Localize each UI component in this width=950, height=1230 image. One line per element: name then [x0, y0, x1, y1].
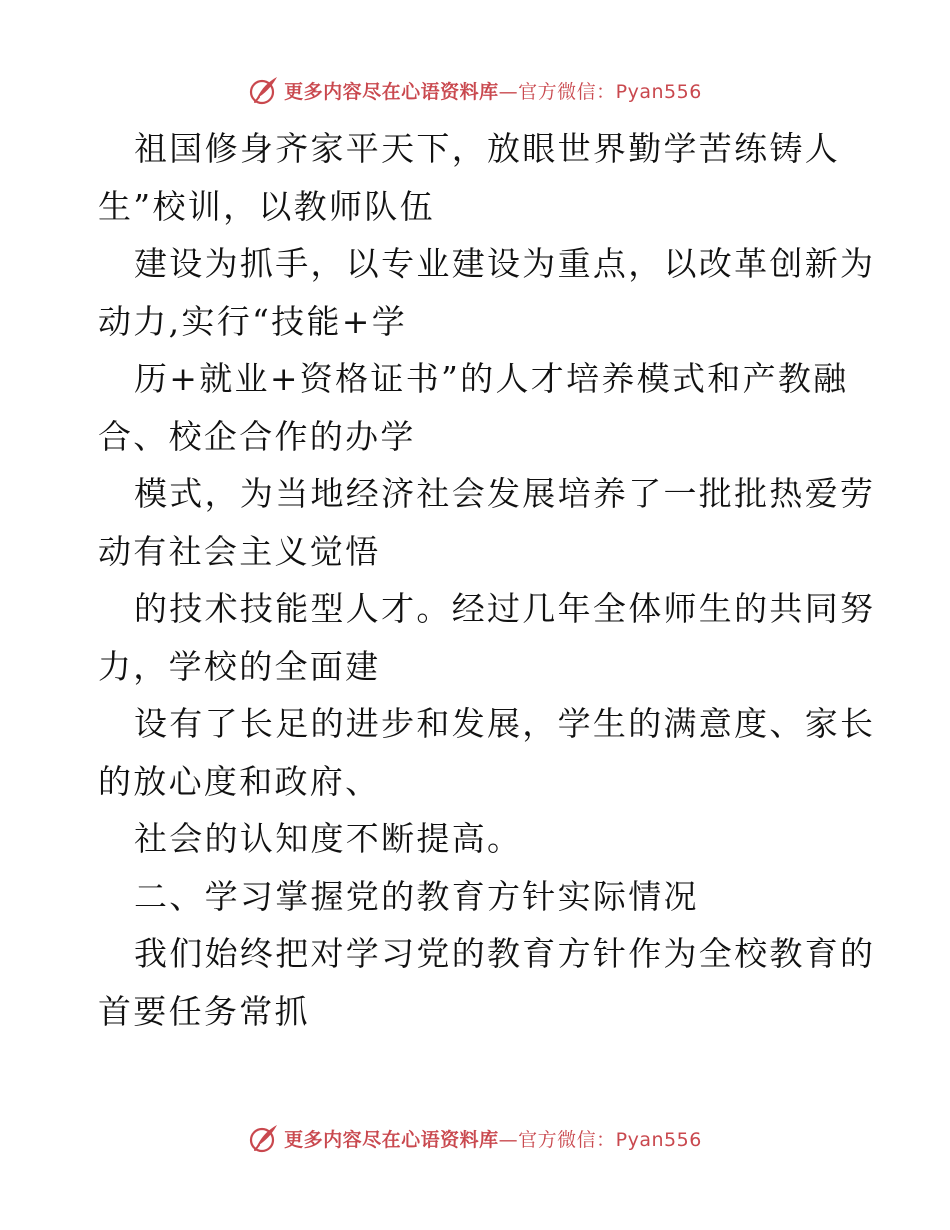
footer-watermark	[0, 1118, 950, 1158]
header-watermark	[0, 70, 950, 110]
section-heading: 二、学习掌握党的教育方针实际情况	[134, 876, 699, 916]
text-line: 祖国修身齐家平天下，放眼世界勤学苦练铸人	[134, 129, 840, 168]
text-line: 社会的认知度不断提高。	[134, 819, 523, 858]
text-line: 动有社会主义觉悟	[98, 531, 381, 571]
watermark-contact-text: —官方微信：Pyan556	[498, 80, 702, 103]
text-line: 的技术技能型人才。经过几年全体师生的共同努	[134, 589, 876, 628]
watermark-brand-text: 更多内容尽在心语资料库	[284, 1128, 499, 1151]
text-line: 生”校训，以教师队伍	[98, 186, 435, 226]
feather-pen-logo-icon	[248, 74, 280, 106]
text-line: 首要任务常抓	[98, 991, 310, 1031]
document-body	[98, 120, 876, 1040]
text-line: 动力,实行“技能+学	[98, 301, 408, 341]
text-line: 设有了长足的进步和发展，学生的满意度、家长	[134, 704, 876, 743]
watermark-brand-text: 更多内容尽在心语资料库	[284, 80, 499, 103]
text-line: 历+就业+资格证书”的人才培养模式和产教融	[134, 359, 849, 398]
text-line: 力，学校的全面建	[98, 646, 381, 686]
feather-pen-logo-icon	[248, 1122, 280, 1154]
watermark-contact-text: —官方微信：Pyan556	[498, 1128, 702, 1151]
text-line: 模式，为当地经济社会发展培养了一批批热爱劳	[134, 474, 876, 513]
text-line: 的放心度和政府、	[98, 761, 381, 801]
text-line: 我们始终把对学习党的教育方针作为全校教育的	[134, 934, 876, 973]
text-line: 合、校企合作的办学	[98, 416, 416, 456]
text-line: 建设为抓手，以专业建设为重点，以改革创新为	[134, 244, 876, 283]
